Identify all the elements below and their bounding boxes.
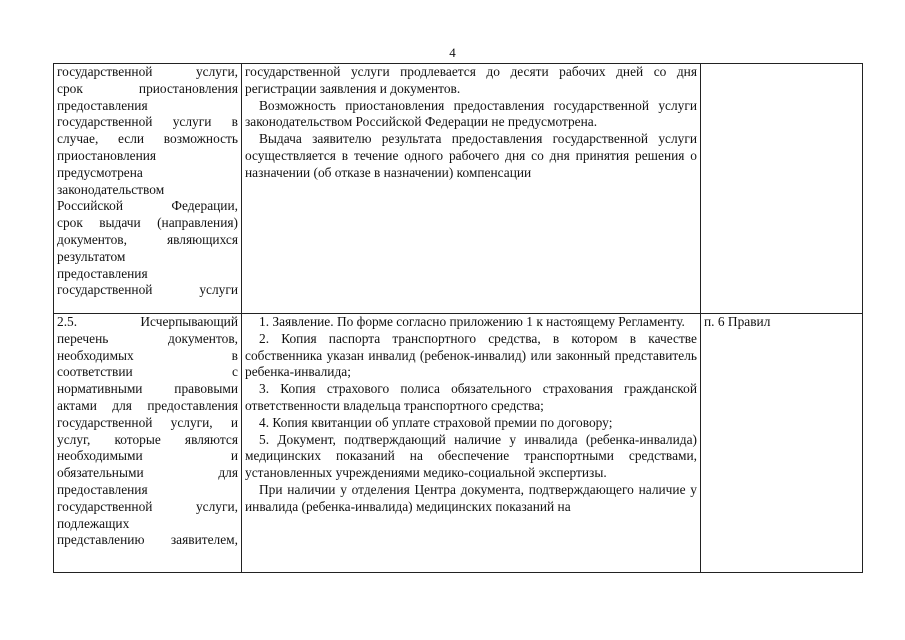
requirement-name-line: необходимых в [57,347,238,363]
requirement-name-line: государственной услуги, [57,64,238,79]
requirement-name-line: государственной услуги, [57,498,238,514]
content-paragraph: 1. Заявление. По форме согласно приложению 1 к настоящему Регламенту. [259,314,685,329]
requirement-name-line: срок выдачи (направления) [57,215,238,231]
requirement-content-text [245,314,697,516]
requirement-name-line: перечень документов, [57,330,238,346]
content-paragraph: При наличии у отделения Центра документа, подтверждающего наличие у инвалида (ребенка-инвалида) медицинских показаний на [245,481,697,514]
requirement-name-line: документов, являющихся [57,231,238,247]
requirement-name-line: государственной услуги, и [57,414,238,430]
requirement-name-line: Российской Федерации, [57,198,238,214]
requirement-name-line: соответствии с [57,364,238,380]
regulation-table [53,63,863,573]
requirement-name-line: нормативными правовыми [57,381,238,397]
requirement-name-line: предоставления [57,97,148,113]
requirement-name-line: представлению заявителем, [57,532,238,548]
content-paragraph: 2. Копия паспорта транспортного средства, в котором в качестве собственника указан инвалид (ребенок-инвалид) или законный представитель ребенка-инвалида; [245,330,697,380]
content-paragraph: Возможность приостановления предоставления государственной услуги законодательством Российской Федерации не предусмотрена. [245,97,697,130]
requirement-name-line: 2.5. Исчерпывающий [57,314,238,329]
requirement-name-line: подлежащих [57,515,130,531]
requirement-name-line: предоставления [57,265,148,281]
requirement-name-line: обязательными для [57,465,238,481]
content-paragraph: 4. Копия квитанции об уплате страховой премии по договору; [259,414,613,430]
requirement-name-text [57,64,238,299]
table-row [54,64,863,314]
legal-basis-cell [701,64,863,314]
requirement-name-line: услуг, которые являются [57,431,238,447]
table-row [54,314,863,573]
requirement-name-line: государственной услуги в [57,114,238,130]
requirement-name-line: законодательством [57,181,165,197]
requirement-name-cell [54,314,242,573]
requirement-name-line: предусмотрена [57,164,143,180]
content-paragraph: государственной услуги продлевается до десяти рабочих дней со дня регистрации заявления и документов. [245,64,697,96]
requirement-name-line: случае, если возможность [57,131,238,147]
legal-basis-cell: п. 6 Правил [701,314,863,573]
content-paragraph: 3. Копия страхового полиса обязательного страхования гражданской ответственности владельца транспортного средства; [245,381,697,413]
requirement-name-line: государственной услуги [57,282,238,298]
requirement-name-line: приостановления [57,147,157,163]
requirement-name-text [57,314,238,549]
requirement-name-line: необходимыми и [57,448,238,464]
requirement-name-line: актами для предоставления [57,397,238,413]
page-number: 4 [449,45,456,60]
content-paragraph: 5. Документ, подтверждающий наличие у инвалида (ребенка-инвалида) медицинских показаний на обеспечение транспортными средствами, установленных учреждениями медико-социальной экспертизы. [245,431,697,481]
requirement-content-cell [242,64,701,314]
requirement-name-cell [54,64,242,314]
requirement-name-line: предоставления [57,481,148,497]
requirement-name-line: срок приостановления [57,80,238,96]
content-paragraph: Выдача заявителю результата предоставления государственной услуги осуществляется в течение одного рабочего дня со дня принятия решения о назначении (об отказе в назначении) компенсации [245,131,697,180]
requirement-content-text [245,64,697,182]
requirement-name-line: результатом [57,248,126,264]
requirement-content-cell [242,314,701,573]
